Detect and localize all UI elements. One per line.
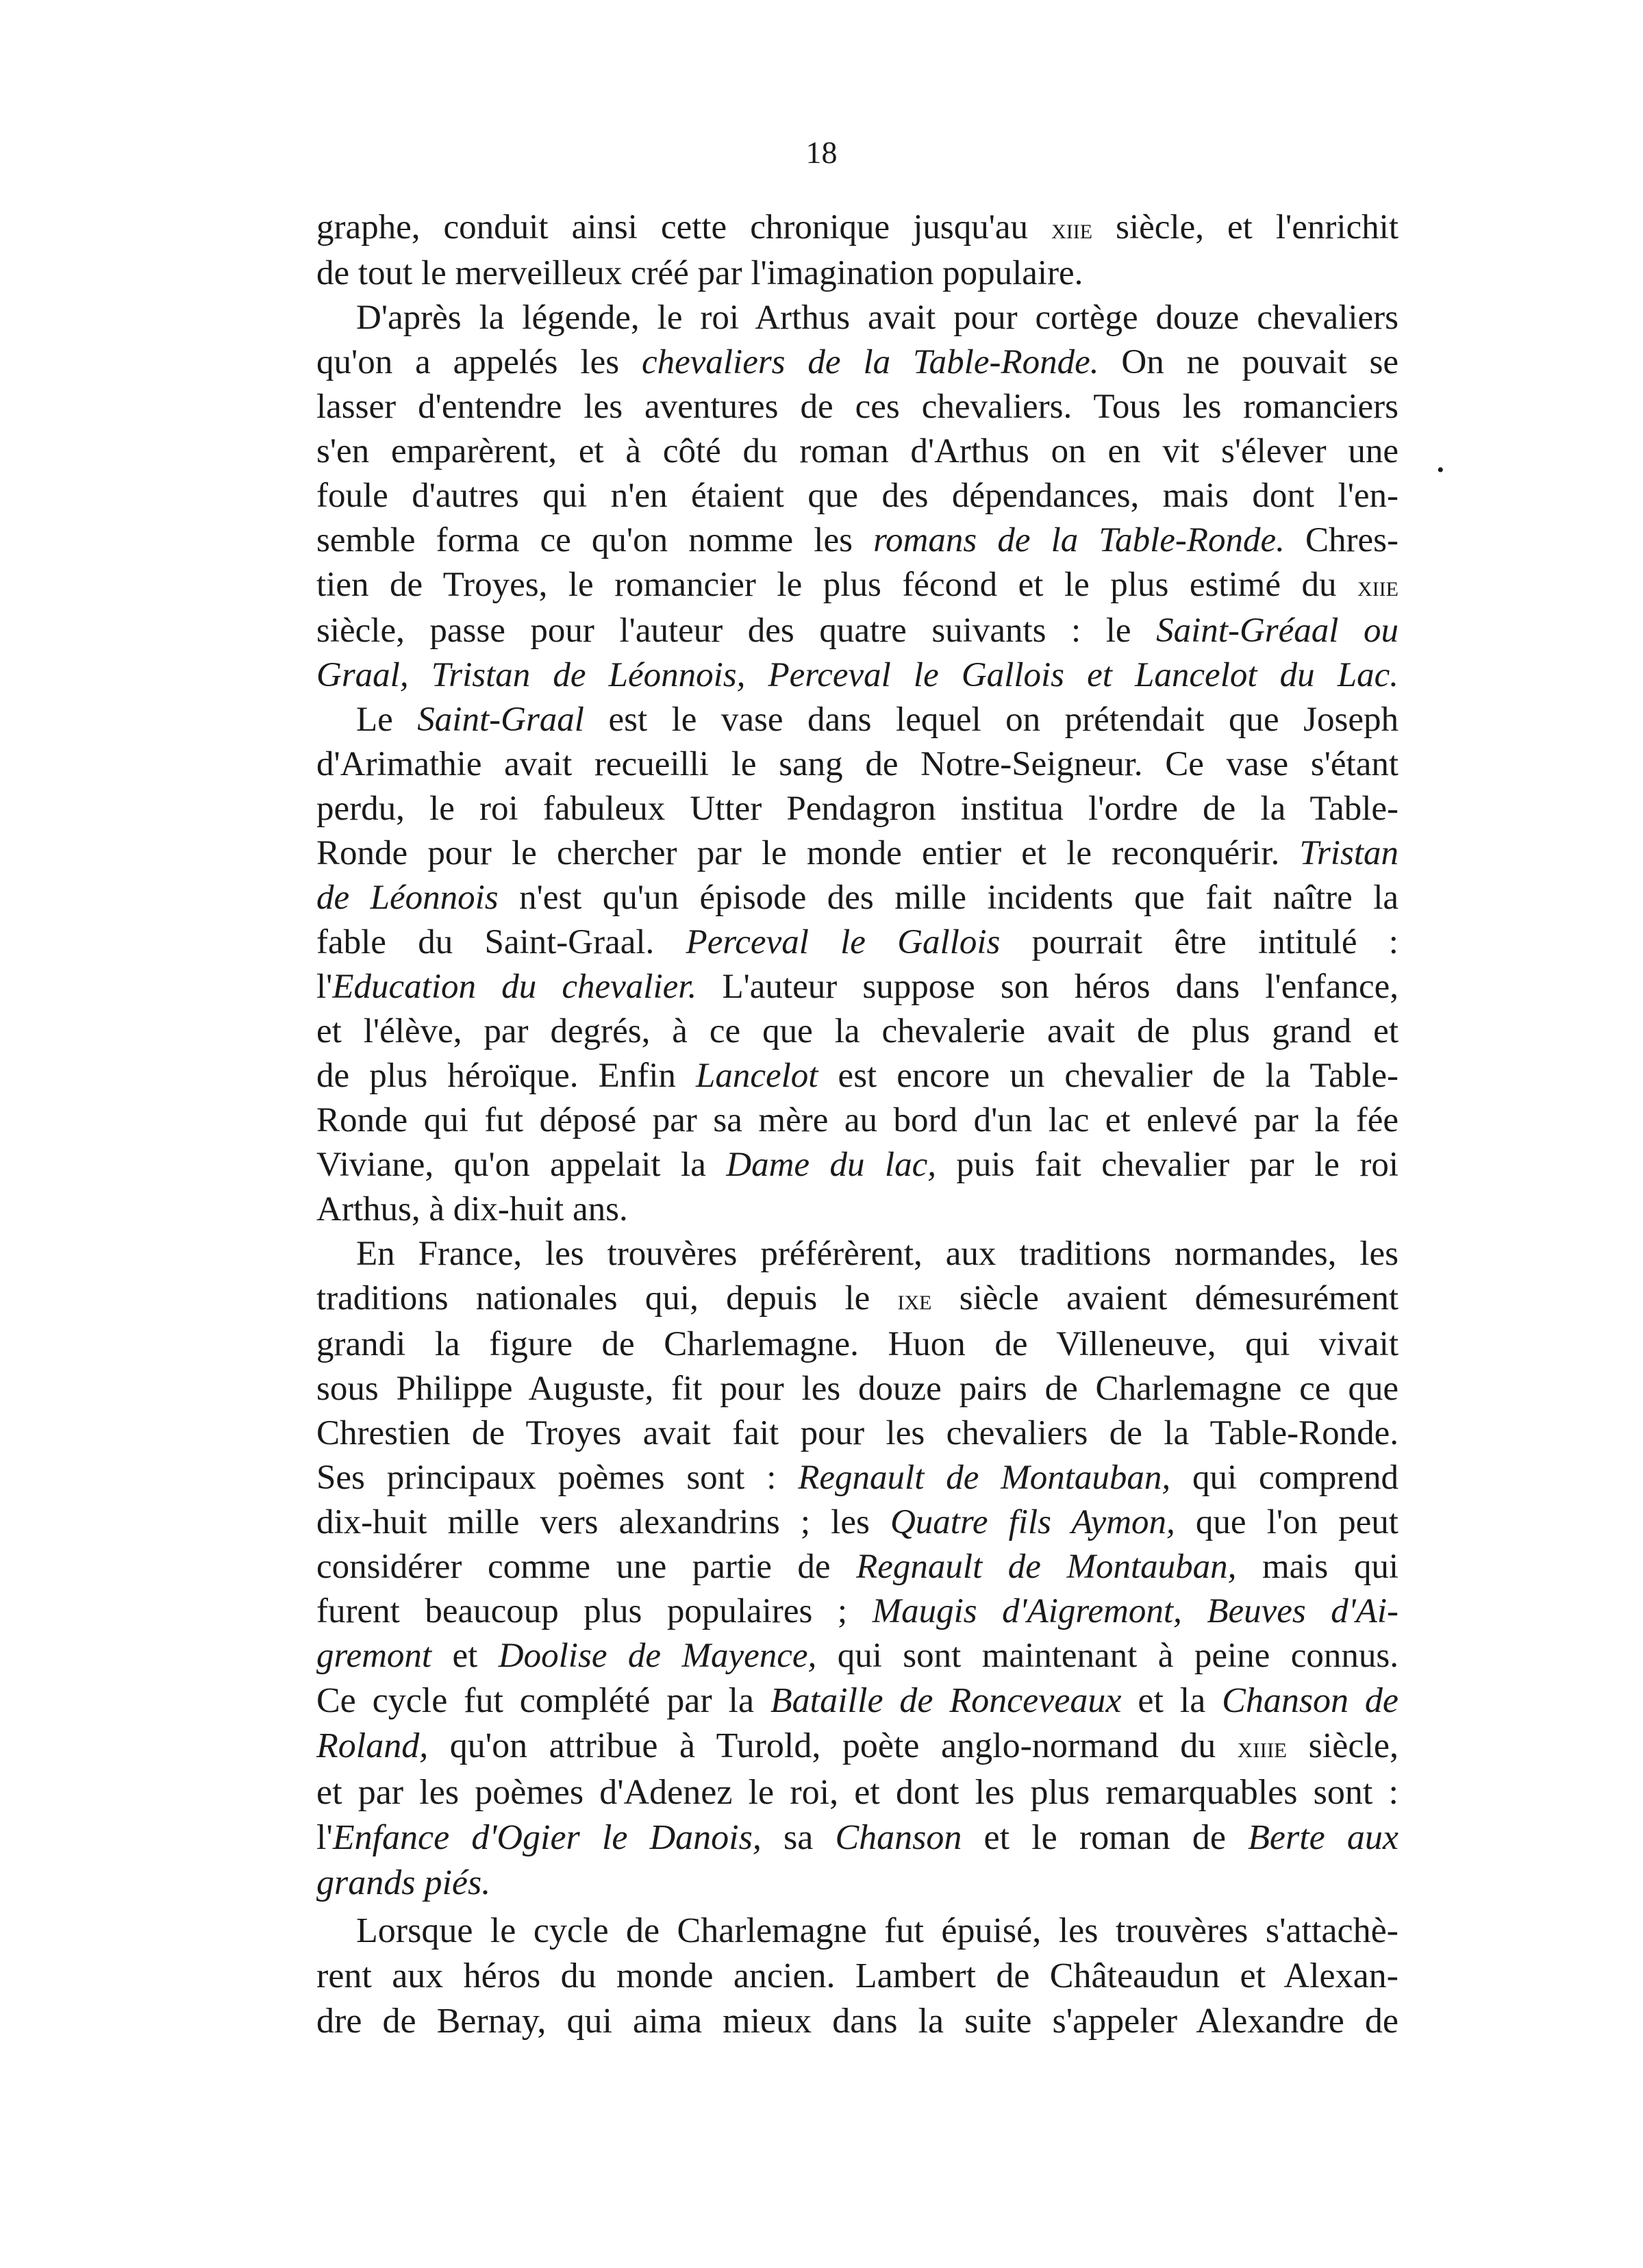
text-line: Roland, qu'on attribue à Turold, poète anglo-normand du xiiie siècle,	[316, 1726, 1399, 1765]
text-line: lasser d'entendre les aventures de ces chevaliers. Tous les romanciers	[316, 388, 1399, 426]
text-line: grands piés.	[316, 1863, 491, 1902]
text-line: Chrestien de Troyes avait fait pour les chevaliers de la Table-Ronde.	[316, 1414, 1399, 1452]
text-line: et par les poèmes d'Adenez le roi, et dont les plus remarquables sont :	[316, 1773, 1399, 1812]
text-line: sous Philippe Auguste, fit pour les douze pairs de Charlemagne ce que	[316, 1370, 1399, 1408]
text-line: Lorsque le cycle de Charlemagne fut épuisé, les trouvères s'attachè-	[356, 1911, 1399, 1950]
text-line: Le Saint-Graal est le vase dans lequel on prétendait que Joseph	[356, 701, 1399, 739]
text-line: siècle, passe pour l'auteur des quatre suivants : le Saint-Gréaal ou	[316, 612, 1399, 650]
margin-mark: •	[1437, 459, 1444, 481]
text-line: dix-huit mille vers alexandrins ; les Quatre fils Aymon, que l'on peut	[316, 1503, 1399, 1541]
text-line: l'Education du chevalier. L'auteur suppose son héros dans l'enfance,	[316, 968, 1399, 1006]
body-text	[316, 205, 1399, 2044]
text-line: d'Arimathie avait recueilli le sang de Notre-Seigneur. Ce vase s'étant	[316, 745, 1399, 783]
text-line: de plus héroïque. Enfin Lancelot est encore un chevalier de la Table-	[316, 1057, 1399, 1095]
text-line: furent beaucoup plus populaires ; Maugis d'Aigremont, Beuves d'Ai-	[316, 1592, 1399, 1630]
text-line: foule d'autres qui n'en étaient que des dépendances, mais dont l'en-	[316, 477, 1399, 515]
text-line: Ronde qui fut déposé par sa mère au bord d'un lac et enlevé par la fée	[316, 1101, 1399, 1139]
text-line: l'Enfance d'Ogier le Danois, sa Chanson et le roman de Berte aux	[316, 1818, 1399, 1857]
text-line: s'en emparèrent, et à côté du roman d'Arthus on en vit s'élever une	[316, 432, 1399, 470]
text-line: Ses principaux poèmes sont : Regnault de Montauban, qui comprend	[316, 1459, 1399, 1497]
text-line: rent aux héros du monde ancien. Lambert de Châteaudun et Alexan-	[316, 1956, 1399, 1995]
text-line: tien de Troyes, le romancier le plus fécond et le plus estimé du xiie	[316, 566, 1399, 604]
text-line: semble forma ce qu'on nomme les romans de la Table-Ronde. Chres-	[316, 521, 1399, 559]
text-line: traditions nationales qui, depuis le ixe siècle avaient démesurément	[316, 1279, 1399, 1318]
text-line: dre de Bernay, qui aima mieux dans la suite s'appeler Alexandre de	[316, 2002, 1399, 2041]
text-line: fable du Saint-Graal. Perceval le Gallois pourrait être intitulé :	[316, 923, 1399, 961]
text-line: qu'on a appelés les chevaliers de la Table-Ronde. On ne pouvait se	[316, 343, 1399, 381]
text-line: graphe, conduit ainsi cette chronique jusqu'au xiie siècle, et l'enrichit	[316, 208, 1399, 247]
text-line: de tout le merveilleux créé par l'imagination populaire.	[316, 254, 1083, 292]
text-line: Viviane, qu'on appelait la Dame du lac, puis fait chevalier par le roi	[316, 1146, 1399, 1184]
text-line: et l'élève, par degrés, à ce que la chevalerie avait de plus grand et	[316, 1012, 1399, 1050]
text-line: Arthus, à dix-huit ans.	[316, 1190, 628, 1228]
text-line: D'après la légende, le roi Arthus avait pour cortège douze chevaliers	[356, 299, 1399, 337]
text-line: grandi la figure de Charlemagne. Huon de Villeneuve, qui vivait	[316, 1325, 1399, 1363]
text-line: Ronde pour le chercher par le monde entier et le reconquérir. Tristan	[316, 834, 1399, 872]
page-number: 18	[805, 135, 838, 170]
text-line: de Léonnois n'est qu'un épisode des mille incidents que fait naître la	[316, 879, 1399, 917]
text-line: En France, les trouvères préférèrent, aux traditions normandes, les	[356, 1235, 1399, 1273]
text-line: gremont et Doolise de Mayence, qui sont maintenant à peine connus.	[316, 1637, 1399, 1675]
text-line: perdu, le roi fabuleux Utter Pendagron institua l'ordre de la Table-	[316, 790, 1399, 828]
text-line: Graal, Tristan de Léonnois, Perceval le Gallois et Lancelot du Lac.	[316, 656, 1399, 694]
text-line: Ce cycle fut complété par la Bataille de Ronceveaux et la Chanson de	[316, 1681, 1399, 1720]
text-line: considérer comme une partie de Regnault de Montauban, mais qui	[316, 1548, 1399, 1586]
